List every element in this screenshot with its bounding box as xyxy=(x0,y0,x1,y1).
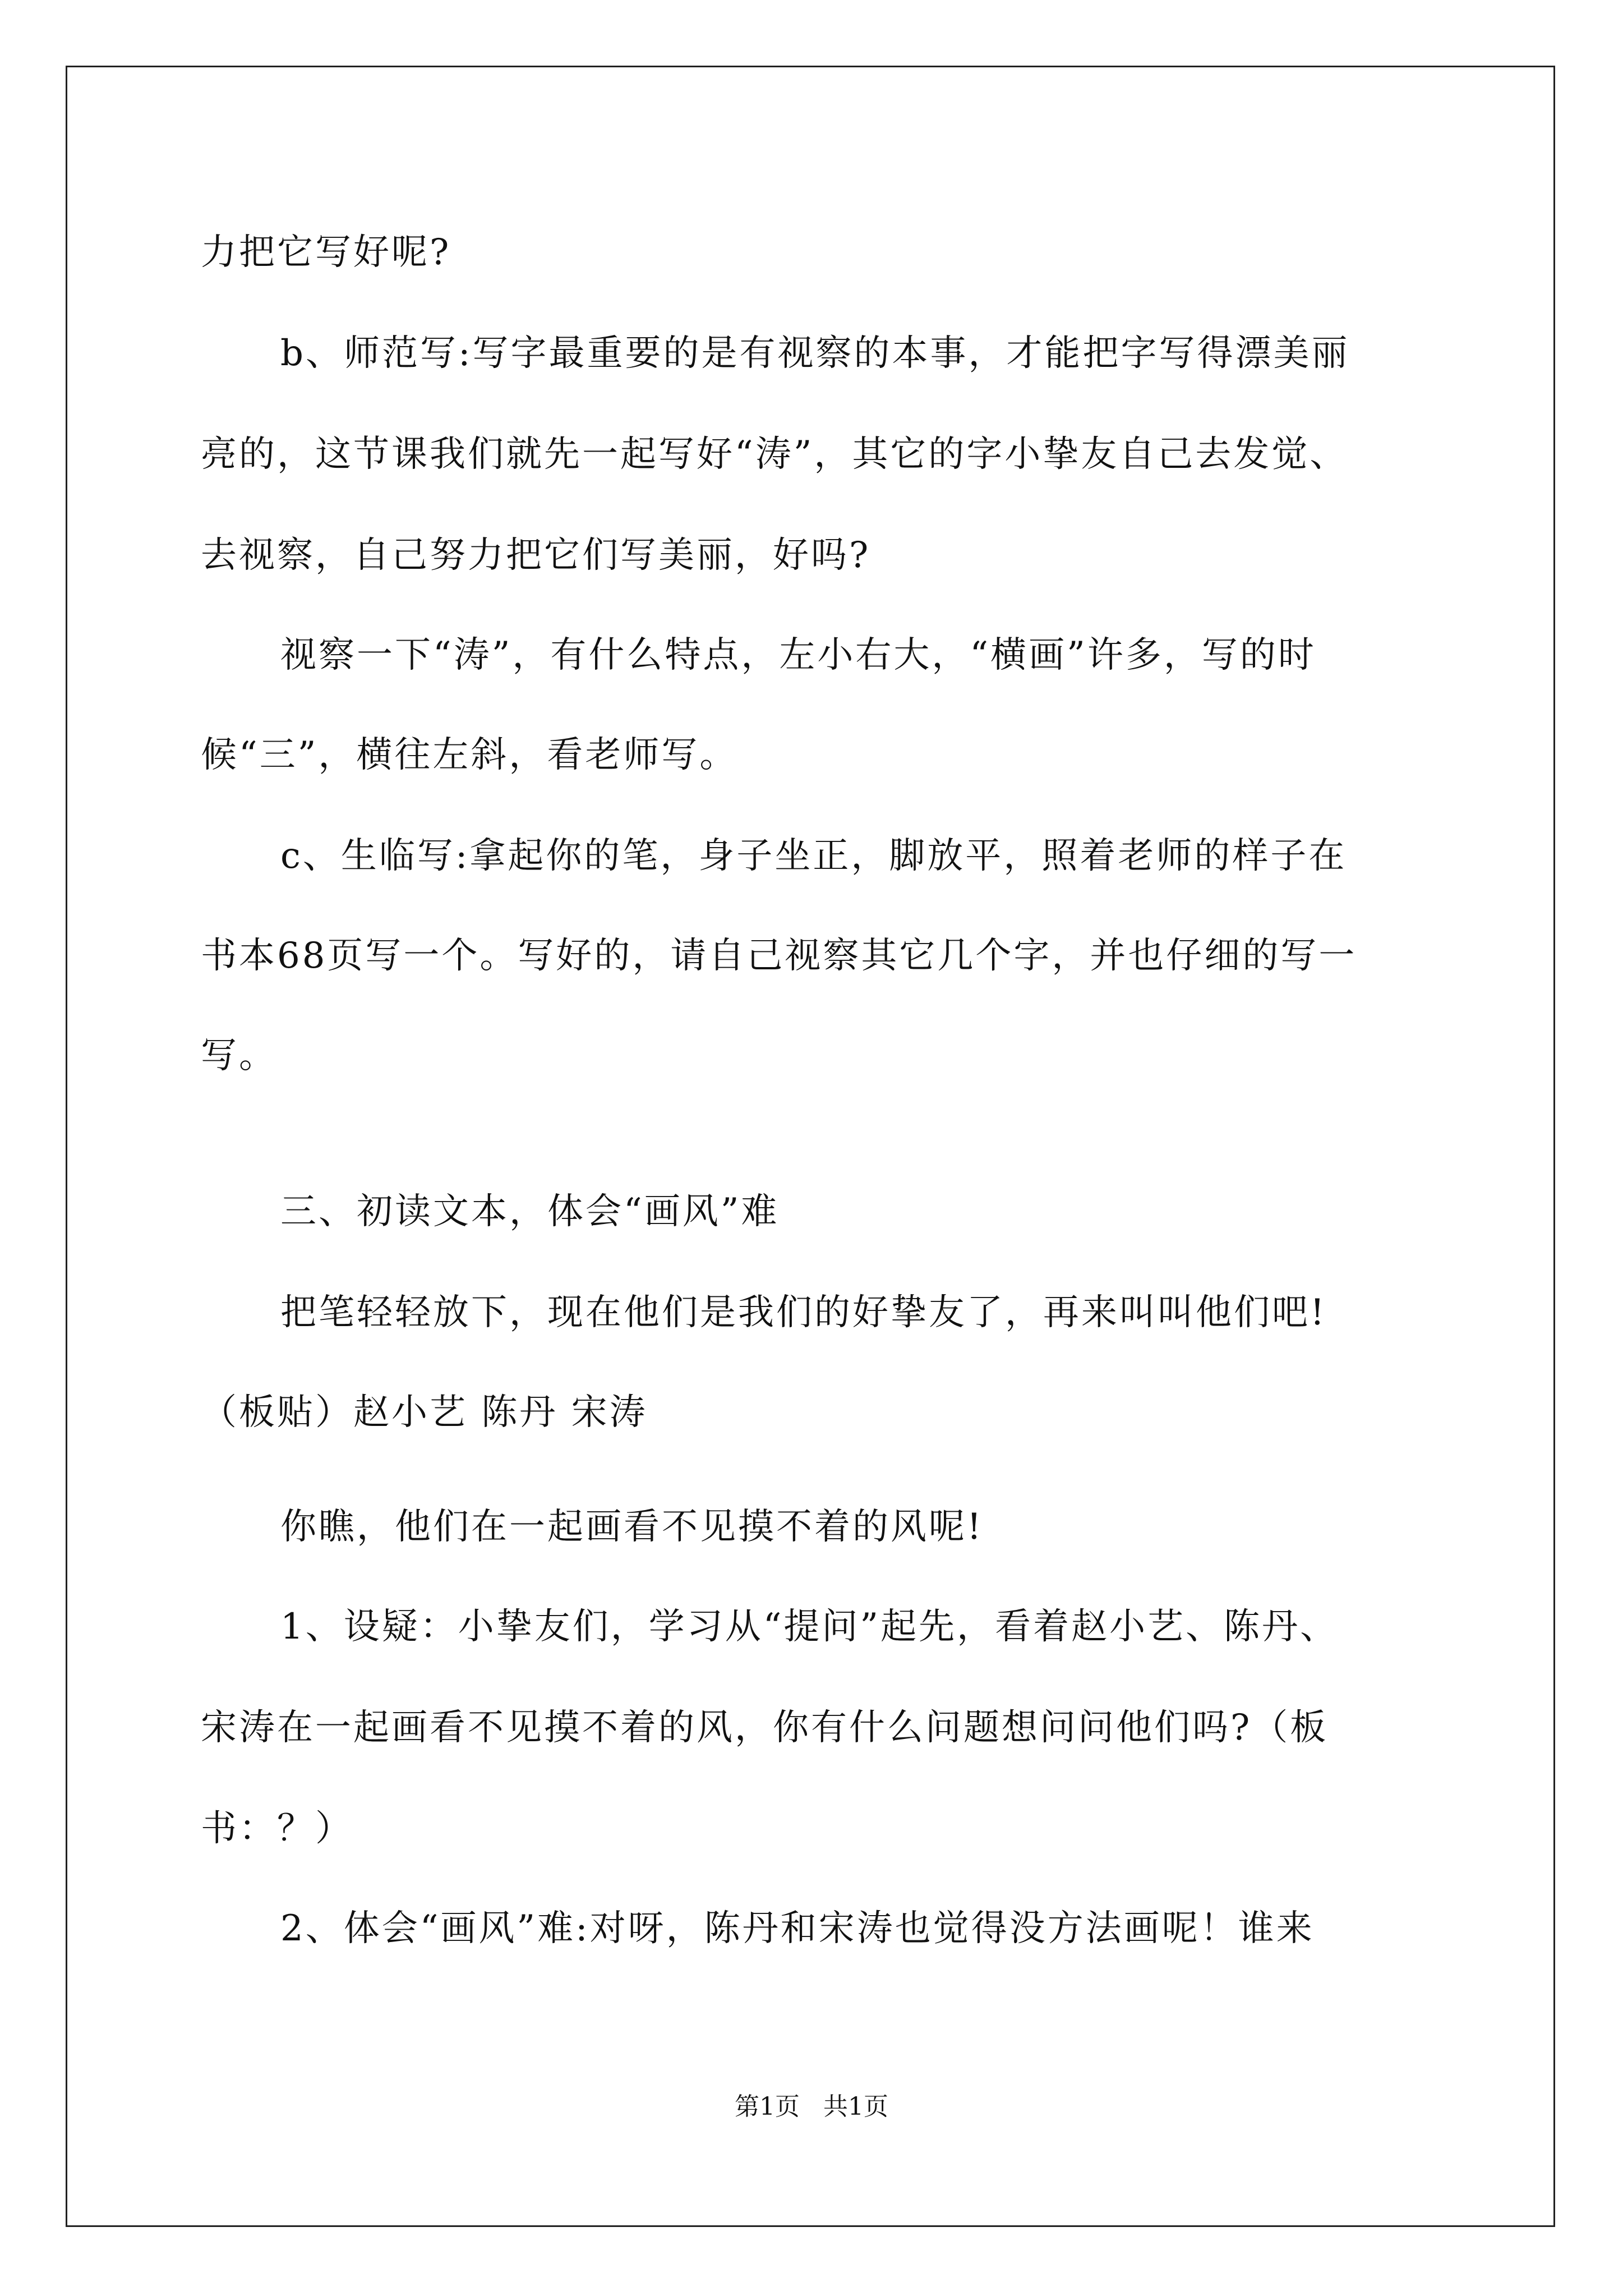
text-line-4: 去视察，自己努力把它们写美丽，好吗? xyxy=(201,535,871,576)
text-line-2: b、师范写:写字最重要的是有视察的本事，才能把字写得漂美丽 xyxy=(280,333,1350,374)
text-line-16: 书：？） xyxy=(201,1808,353,1849)
text-line-1: 力把它写好呢? xyxy=(201,232,451,273)
text-line-7: c、生临写:拿起你的笔，身子坐正，脚放平，照着老师的样子在 xyxy=(280,835,1347,877)
page-footer: 第1页 共1页 xyxy=(735,2092,888,2121)
page-border xyxy=(66,66,1555,2227)
text-line-9: 写。 xyxy=(201,1035,277,1076)
text-line-17: 2、体会“画风”难:对呀，陈丹和宋涛也觉得没方法画呢！谁来 xyxy=(280,1908,1315,1949)
text-line-15: 宋涛在一起画看不见摸不着的风，你有什么问题想问问他们吗?（板 xyxy=(201,1707,1329,1749)
text-line-12: （板贴）赵小艺 陈丹 宋涛 xyxy=(201,1392,648,1433)
text-line-3: 亮的，这节课我们就先一起写好“涛”，其它的字小挚友自己去发觉、 xyxy=(201,434,1348,475)
text-line-13: 你瞧，他们在一起画看不见摸不着的风呢! xyxy=(280,1506,984,1548)
text-line-11: 把笔轻轻放下，现在他们是我们的好挚友了，再来叫叫他们吧! xyxy=(280,1292,1327,1333)
text-line-8: 书本68页写一个。写好的，请自己视察其它几个字，并也仔细的写一 xyxy=(201,935,1357,977)
text-line-14: 1、设疑：小挚友们，学习从“提问”起先，看着赵小艺、陈丹、 xyxy=(280,1606,1339,1648)
text-line-5: 视察一下“涛”，有什么特点，左小右大，“横画”许多，写的时 xyxy=(280,634,1316,676)
text-line-6: 候“三”，横往左斜，看老师写。 xyxy=(201,734,738,776)
section-heading: 三、初读文本，体会“画风”难 xyxy=(280,1191,780,1232)
